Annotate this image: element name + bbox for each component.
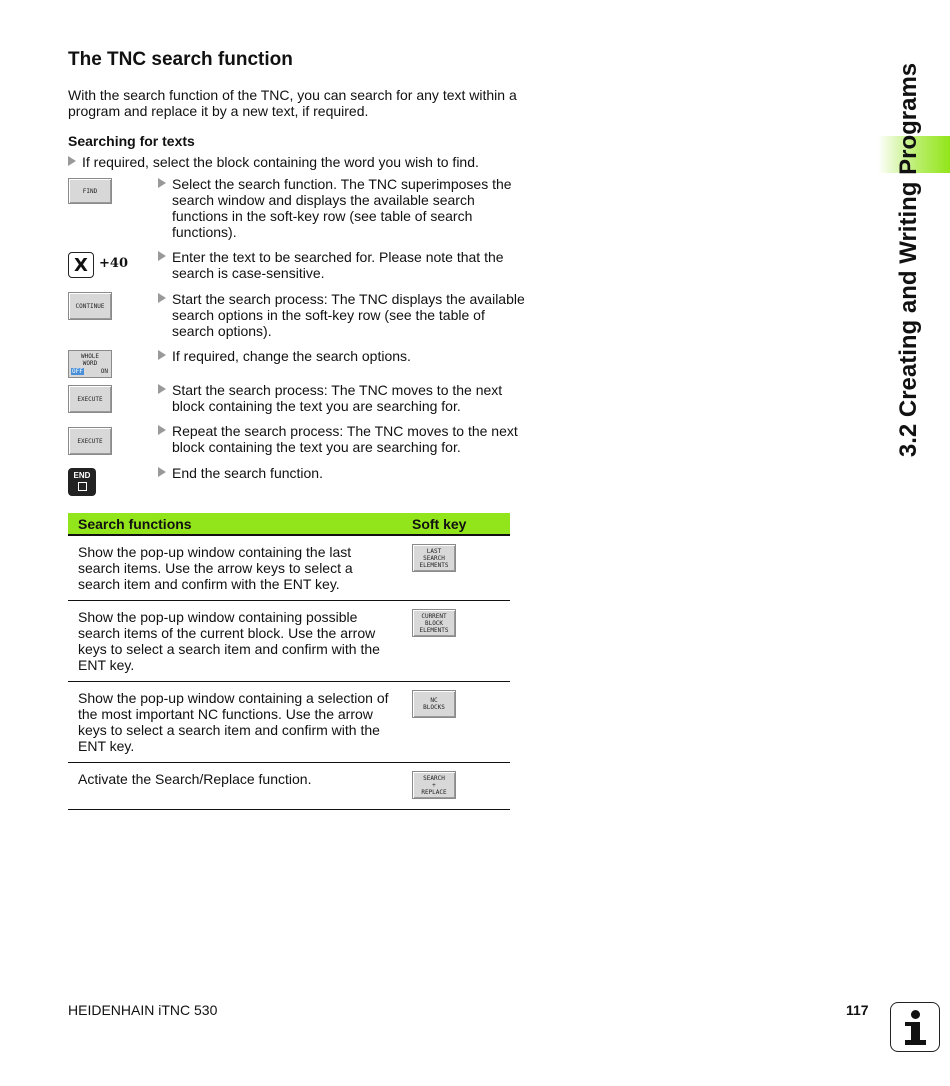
arrow-bullet-icon — [158, 467, 166, 477]
last-search-elements-softkey[interactable]: LAST SEARCH ELEMENTS — [412, 544, 456, 572]
arrow-bullet-icon — [158, 384, 166, 394]
section-heading: Searching for texts — [68, 133, 195, 149]
function-description: Show the pop-up window containing possible search items of the current block. Use the arrow keys to select a search item and confirm with the ENT key. — [68, 601, 402, 682]
find-softkey[interactable]: FIND — [68, 178, 112, 204]
end-key[interactable] — [68, 468, 96, 496]
nc-blocks-softkey[interactable]: NC BLOCKS — [412, 690, 456, 718]
step-text: Select the search function. The TNC superimposes the search window and displays the available search functions in the soft-key row (see table of search functions). — [158, 176, 527, 240]
end-key-label: END — [73, 471, 91, 480]
current-block-elements-softkey[interactable]: CURRENT BLOCK ELEMENTS — [412, 609, 456, 637]
off-state: OFF — [72, 368, 83, 375]
page-number: 117 — [846, 1002, 869, 1018]
arrow-bullet-icon — [158, 251, 166, 261]
table-row — [68, 535, 510, 601]
step-text: Start the search process: The TNC displays the available search options in the soft-key row (see the table of search options). — [158, 291, 527, 339]
chapter-title: 3.2 Creating and Writing Programs — [895, 62, 922, 458]
function-description: Activate the Search/Replace function. — [68, 763, 402, 810]
arrow-bullet-icon — [158, 178, 166, 188]
first-step-text: If required, select the block containing the word you wish to find. — [82, 154, 479, 170]
x-key[interactable]: X — [68, 252, 94, 278]
arrow-bullet-icon — [158, 350, 166, 360]
step-text: Repeat the search process: The TNC moves to the next block containing the text you are searching for. — [158, 423, 527, 455]
info-icon — [890, 1002, 940, 1052]
whole-word-softkey[interactable] — [68, 350, 112, 378]
function-description: Show the pop-up window containing the last search items. Use the arrow keys to select a search item and confirm with the ENT key. — [68, 535, 402, 601]
key-extra-label: +40 — [99, 256, 128, 271]
intro-paragraph: With the search function of the TNC, you can search for any text within a program and replace it by a new text, if required. — [68, 87, 517, 119]
execute-softkey[interactable]: EXECUTE — [68, 427, 112, 455]
footer-product: HEIDENHAIN iTNC 530 — [68, 1002, 218, 1018]
search-functions-table — [68, 513, 510, 810]
step-text: End the search function. — [158, 465, 527, 481]
first-step — [68, 154, 479, 170]
step-text: If required, change the search options. — [158, 348, 527, 364]
function-description: Show the pop-up window containing a selection of the most important NC functions. Use the arrow keys to select a search item and confirm with the ENT key. — [68, 682, 402, 763]
table-header-row — [68, 513, 510, 535]
table-row — [68, 601, 510, 682]
search-replace-softkey[interactable]: SEARCH + REPLACE — [412, 771, 456, 799]
square-icon — [78, 482, 87, 491]
on-state: ON — [100, 368, 108, 375]
page-title: The TNC search function — [68, 49, 293, 70]
arrow-bullet-icon — [158, 425, 166, 435]
arrow-bullet-icon — [158, 293, 166, 303]
header-search-functions: Search functions — [68, 513, 402, 535]
step-text: Start the search process: The TNC moves to the next block containing the text you are searching for. — [158, 382, 527, 414]
execute-softkey[interactable]: EXECUTE — [68, 385, 112, 413]
step-text: Enter the text to be searched for. Please note that the search is case-sensitive. — [158, 249, 527, 281]
whole-word-label: WHOLE WORD — [80, 353, 100, 367]
table-row — [68, 682, 510, 763]
continue-softkey[interactable]: CONTINUE — [68, 292, 112, 320]
table-row — [68, 763, 510, 810]
arrow-bullet-icon — [68, 156, 76, 166]
header-soft-key: Soft key — [402, 513, 510, 535]
